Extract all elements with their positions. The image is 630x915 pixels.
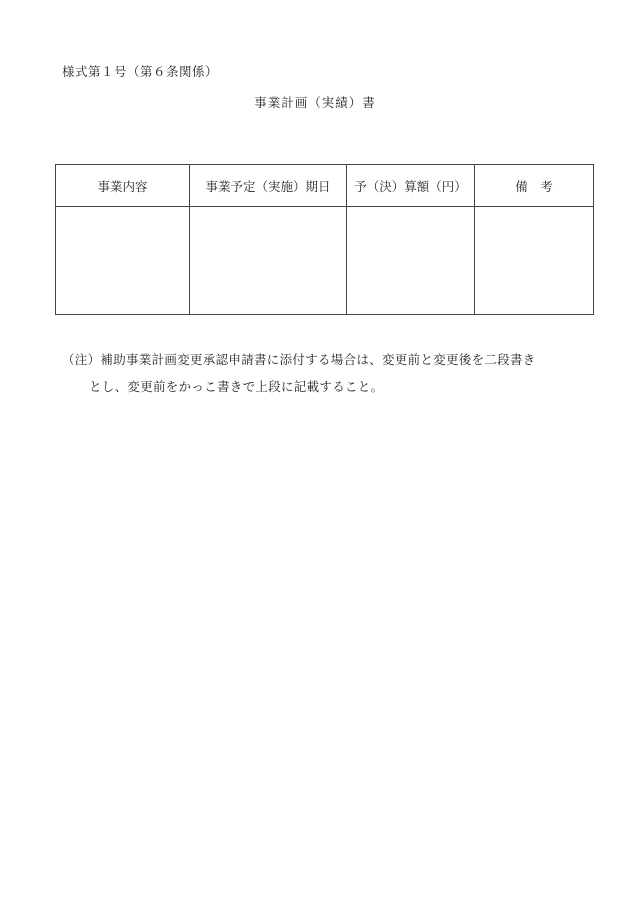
header-remarks: 備 考 [475, 165, 594, 207]
table-header-row [56, 165, 594, 207]
plan-table [55, 164, 594, 315]
header-business-content: 事業内容 [56, 165, 190, 207]
note-line-1: （注）補助事業計画変更承認申請書に添付する場合は、変更前と変更後を二段書き [62, 352, 536, 367]
note-line-2: とし、変更前をかっこ書きで上段に記載すること。 [89, 379, 384, 394]
cell-scheduled-date[interactable] [190, 207, 347, 315]
cell-business-content[interactable] [56, 207, 190, 315]
document-title: 事業計画（実績）書 [254, 95, 376, 110]
note [62, 346, 602, 400]
header-scheduled-date: 事業予定（実施）期日 [190, 165, 347, 207]
table-row [56, 207, 594, 315]
header-budget-amount: 予（決）算額（円） [347, 165, 475, 207]
form-number: 様式第１号（第６条関係） [62, 64, 219, 79]
cell-budget-amount[interactable] [347, 207, 475, 315]
cell-remarks[interactable] [475, 207, 594, 315]
